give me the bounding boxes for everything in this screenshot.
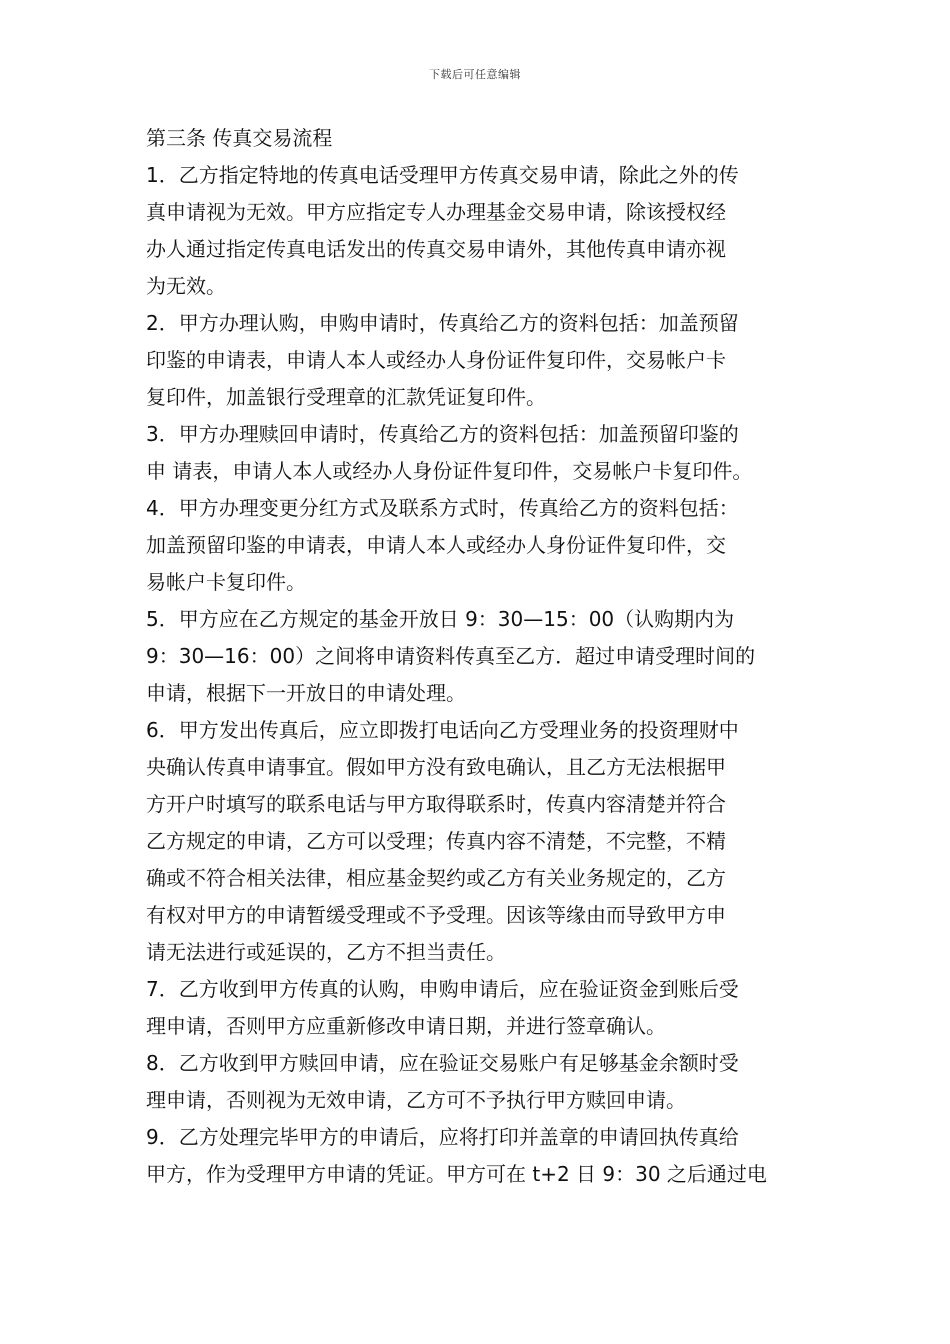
body-line: 办人通过指定传真电话发出的传真交易申请外，其他传真申请亦视 — [146, 237, 726, 261]
body-line: 请无法进行或延误的，乙方不担当责任。 — [146, 940, 506, 964]
body-line: 7．乙方收到甲方传真的认购，申购申请后，应在验证资金到账后受 — [146, 977, 739, 1001]
body-line: 易帐户卡复印件。 — [146, 570, 306, 594]
body-line: 9：30—16：00）之间将申请资料传真至乙方．超过申请受理时间的 — [146, 644, 756, 668]
body-line: 印鉴的申请表，申请人本人或经办人身份证件复印件，交易帐户卡 — [146, 348, 726, 372]
body-line: 9．乙方处理完毕甲方的申请后，应将打印并盖章的申请回执传真给 — [146, 1125, 739, 1149]
body-line: 3．甲方办理赎回申请时，传真给乙方的资料包括：加盖预留印鉴的 — [146, 422, 739, 446]
body-line: 复印件，加盖银行受理章的汇款凭证复印件。 — [146, 385, 546, 409]
page-header: 下载后可任意编辑 — [429, 68, 521, 81]
body-line: 乙方规定的申请，乙方可以受理；传真内容不清楚，不完整，不精 — [146, 829, 726, 853]
body-line: 理申请，否则甲方应重新修改申请日期，并进行签章确认。 — [146, 1014, 666, 1038]
body-line: 方开户时填写的联系电话与甲方取得联系时，传真内容清楚并符合 — [146, 792, 726, 816]
body-line: 5．甲方应在乙方规定的基金开放日 9：30—15：00（认购期内为 — [146, 607, 735, 631]
body-line: 为无效。 — [146, 274, 226, 298]
body-line: 6．甲方发出传真后，应立即拨打电话向乙方受理业务的投资理财中 — [146, 718, 739, 742]
body-line: 8．乙方收到甲方赎回申请，应在验证交易账户有足够基金余额时受 — [146, 1051, 739, 1075]
body-line: 有权对甲方的申请暂缓受理或不予受理。因该等缘由而导致甲方申 — [146, 903, 726, 927]
body-line: 4．甲方办理变更分红方式及联系方式时，传真给乙方的资料包括： — [146, 496, 739, 520]
body-line: 理申请，否则视为无效申请，乙方可不予执行甲方赎回申请。 — [146, 1088, 686, 1112]
body-line: 真申请视为无效。甲方应指定专人办理基金交易申请，除该授权经 — [146, 200, 726, 224]
body-line: 加盖预留印鉴的申请表，申请人本人或经办人身份证件复印件，交 — [146, 533, 726, 557]
body-line: 甲方，作为受理甲方申请的凭证。甲方可在 t+2 日 9：30 之后通过电 — [146, 1162, 767, 1186]
body-line: 2．甲方办理认购，申购申请时，传真给乙方的资料包括：加盖预留 — [146, 311, 739, 335]
document-body — [146, 120, 811, 1193]
body-line: 确或不符合相关法律，相应基金契约或乙方有关业务规定的，乙方 — [146, 866, 726, 890]
section-title: 第三条 传真交易流程 — [146, 126, 333, 150]
body-line: 1．乙方指定特地的传真电话受理甲方传真交易申请，除此之外的传 — [146, 163, 739, 187]
body-line: 申 请表，申请人本人或经办人身份证件复印件，交易帐户卡复印件。 — [146, 459, 753, 483]
body-line: 央确认传真申请事宜。假如甲方没有致电确认，且乙方无法根据甲 — [146, 755, 726, 779]
body-line: 申请，根据下一开放日的申请处理。 — [146, 681, 466, 705]
